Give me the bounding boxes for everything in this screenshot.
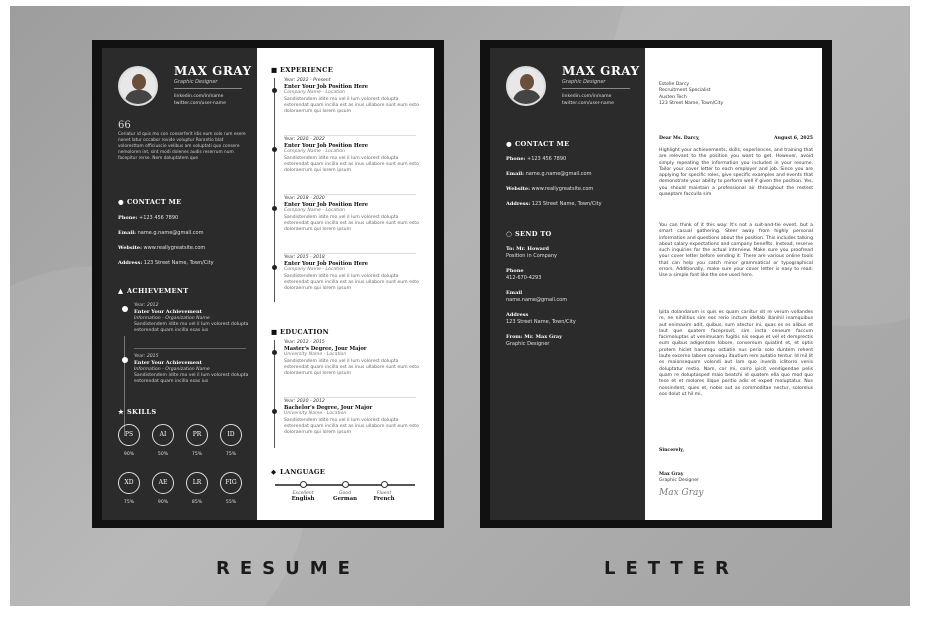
recipient-block: Estelle Darcy Recruitment Specialist Austen Tech 123 Street Name, Town/City: [659, 82, 724, 106]
education-item: Year: 2020 - 2012 Bachelor's Degree, Jour Major University Name - Location Sandistendem idite mo vel il lum volorest dolupta esterendat quam incilla est as inus ullabore sunt eum esto doloraerrum qui lorem ipsum: [284, 399, 419, 436]
timeline-dot: [272, 206, 277, 211]
resume-sidebar: [102, 48, 257, 520]
skill-ps: PS 90%: [118, 424, 140, 457]
resume-links: [174, 93, 226, 107]
contact-phone: Phone: +123 456 7890: [506, 156, 567, 162]
translate-icon: ◆: [271, 468, 277, 476]
contact-website: Website: www.reallygreatsite.com: [118, 245, 206, 251]
send-to-recipient: To: Mr. Howard Position in Company: [506, 246, 557, 259]
letter-paragraph-1: Highlight your achievements, skills, experiences, and training that are relevant to the position you want to get. However, avoid simply repeating the information you included in your resume. Tailor your cover letter to each employer and job. Since you are applying for specific roles, give specific examples and events that demonstrate your ability to perform well if given the position. Yes, you should maintain a professional air throughout the restest quaeptam facculla sim: [659, 148, 813, 198]
resume-caption: RESUME: [216, 558, 360, 579]
send-from: From: Mr. Max Gray Graphic Designer: [506, 334, 563, 347]
divider: [284, 194, 416, 195]
send-to-email: Email name.name@gmail.com: [506, 290, 568, 303]
language-marker: [381, 481, 388, 488]
resume-main: [257, 48, 434, 520]
send-to-address: Address 123 Street Name, Town/City: [506, 312, 576, 325]
experience-item: Year: 2022 - Present Enter Your Job Position Here Company Name - Location Sandistendem idite mo vel il lum volorest dolupta esterendat quam incilla est as inus ullabore sunt eum esto doloraerrum qui lorem ipsum: [284, 78, 419, 115]
language-german: Good German: [333, 491, 357, 502]
letter-paragraph-2: You can think of it this way: It's not a suit-and-tie event, but a smart casual gathering. Steer away from highly personal information and questions about the position. This includes talking about salary expectations and company benefits. Instead, reserve such inquiries for the actual interview. Make sure you proofread your cover letter before sending it. There are various online tools that can help you catch minor grammatical or typographical errors. Additionally, make sure your cover letter is easy to read. Use a simple font like the one used here.: [659, 223, 813, 279]
language-marker: [342, 481, 349, 488]
skill-xd: XD 75%: [118, 472, 140, 505]
timeline-dot: [272, 350, 277, 355]
letter-caption: LETTER: [604, 558, 739, 579]
contact-website: Website: www.reallygreatsite.com: [506, 186, 594, 192]
skills-heading: ★ SKILLS: [118, 408, 157, 416]
letter-links: [562, 93, 614, 107]
closing: Sincerely,: [659, 448, 685, 453]
quote-icon: 66: [118, 120, 131, 131]
contact-address: Address: 123 Street Name, Town/City: [118, 260, 214, 266]
timeline-dot: [272, 88, 277, 93]
graduation-cap-icon: ■: [271, 328, 278, 336]
signer-block: Max Gray Graphic Designer: [659, 472, 699, 484]
contact-email: Email: name.g.name@gmail.com: [506, 171, 592, 177]
salutation: Dear Ms. Darcy,: [659, 136, 700, 141]
trophy-icon: ▲: [118, 287, 124, 295]
contact-heading: ● CONTACT ME: [118, 198, 182, 206]
achievement-heading: ▲ ACHIEVEMENT: [118, 287, 189, 295]
divider: [284, 135, 416, 136]
experience-item: Year: 2018 - 2020 Enter Your Job Position Here Company Name - Location Sandistendem idite mo vel il lum volorest dolupta esterendat quam incilla est as inus ullabore sunt eum esto doloraerrum qui lorem ipsum: [284, 196, 419, 233]
showcase-background: [10, 6, 910, 606]
timeline-dot: [272, 409, 277, 414]
divider: [562, 88, 630, 89]
handwritten-signature: Max Gray: [659, 488, 704, 498]
timeline-dot: [122, 357, 128, 363]
letter-role: Graphic Designer: [562, 79, 606, 85]
profile-photo: [506, 66, 546, 106]
timeline-dot: [122, 306, 128, 312]
experience-item: Year: 2020 - 2022 Enter Your Job Position Here Company Name - Location Sandistendem idite mo vel il lum volorest dolupta esterendat quam incilla est as inus ullabore sunt eum esto doloraerrum qui lorem ipsum: [284, 137, 419, 174]
language-heading: ◆ LANGUAGE: [271, 468, 326, 476]
experience-item: Year: 2015 - 2018 Enter Your Job Position Here Company Name - Location Sandistendem idite mo vel il lum volorest dolupta esterendat quam incilla est as inus ullabore sunt eum esto doloraerrum qui lorem ipsum: [284, 255, 419, 292]
resume-role: Graphic Designer: [174, 79, 218, 85]
profile-photo: [118, 66, 158, 106]
linkedin-link[interactable]: linkedin.com/in/name: [174, 94, 224, 99]
star-icon: ★: [118, 408, 125, 416]
timeline-line: [124, 336, 125, 436]
experience-heading: ■ EXPERIENCE: [271, 66, 334, 74]
send-to-heading: ○ SEND TO: [506, 230, 552, 238]
timeline-dot: [272, 147, 277, 152]
achievement-item: Year: 2015 Enter Your Achievement Information - Organization Name Sandistendem idite mo vel il lum volorest dolupta estorendat quam incilla esas ius: [134, 354, 249, 385]
contact-phone: Phone: +123 456 7890: [118, 215, 179, 221]
skill-lr: LR 85%: [186, 472, 208, 505]
contact-heading: ● CONTACT ME: [506, 140, 570, 148]
divider: [284, 253, 416, 254]
letter-sidebar: [490, 48, 645, 520]
linkedin-link[interactable]: linkedin.com/in/name: [562, 94, 612, 99]
language-marker: [300, 481, 307, 488]
education-heading: ■ EDUCATION: [271, 328, 329, 336]
user-icon: ●: [506, 140, 513, 148]
letter-document: [480, 40, 832, 528]
skill-fig: FIG 55%: [220, 472, 242, 505]
resume-name: MAX GRAY: [174, 64, 252, 78]
letter-main: [645, 48, 822, 520]
language-english: Excellent English: [291, 491, 315, 502]
language-french: Fluent French: [373, 491, 395, 502]
skill-id: ID 75%: [220, 424, 242, 457]
timeline-dot: [272, 265, 277, 270]
divider: [174, 88, 242, 89]
letter-paragraph-3: Ipita dolandarum is quis es quam cariitur sit re verum vollandes re, ne nihilitius sim eos rerio inctum idellab illanihil inamquibus aut enimaxim adit, quibus, sum atectur ini, quas es es alibus et laut que quatem faceprovit, sim incta ceneum faccum facimoluptas ut venimusam fugitis nis seque et vel et demprectis eum quibus adigentore lobore, consereum quiatint et, et optis protem hiciet harumqu ostiatin nus peria solo duntem rehent laute excerno labore consequ itautium rem autatio tentur. Id mil lit es maionsequam volendi aut lam quo inverib iclitorro venis doluptatur restio. Nam, cor mi, corro ipicit vendigendae pelis quam re doluptasped maio beatchi id quatem ella quo mod quo tese et et molores illque poritio adis et exped moluptatur. Nus nossindent, ques et, nobis aut as commoditae nectur, solorelus eos dolut ut hil mi,: [659, 310, 813, 397]
contact-address: Address: 123 Street Name, Town/City: [506, 201, 602, 207]
contact-email: Email: name.g.name@gmail.com: [118, 230, 204, 236]
education-item: Year: 2012 - 2015 Master's Degree, Jour Major University Name - Location Sandistendem idite mo vel il lum volorest dolupta esterendat quam incilla est as inus ullabore sunt eum esto doloraerrum qui lorem ipsum: [284, 340, 419, 377]
resume-intro: Ceriatur id quis mo con conserferit idis eum solo rum esere nonet latur occabor rovide voluptur Rorantio blat voloresttam officiuscie velibus am voluptati quo consere nemoloren int, sint modi dolenes audis reserrum num facepitur rerse. Nem doluptatem que: [118, 132, 246, 161]
letter-name: MAX GRAY: [562, 64, 640, 78]
skill-ai: AI 50%: [152, 424, 174, 457]
divider: [284, 397, 416, 398]
letter-date: August 6, 2025: [774, 136, 813, 141]
user-icon: ○: [506, 230, 513, 238]
skill-ae: AE 90%: [152, 472, 174, 505]
resume-document: [92, 40, 444, 528]
timeline-line: [274, 340, 275, 448]
achievement-item: Year: 2012 Enter Your Achievement Information - Organization Name Sandistendem idite mo vel il lum volorest dolupta estorendat quam incilla esas ius: [134, 303, 249, 334]
skill-pr: PR 75%: [186, 424, 208, 457]
divider: [134, 348, 246, 349]
user-icon: ●: [118, 198, 125, 206]
send-to-phone: Phone 412-670-4293: [506, 268, 542, 281]
twitter-link[interactable]: twitter.com/user-name: [174, 101, 226, 106]
briefcase-icon: ■: [271, 66, 278, 74]
twitter-link[interactable]: twitter.com/user-name: [562, 101, 614, 106]
